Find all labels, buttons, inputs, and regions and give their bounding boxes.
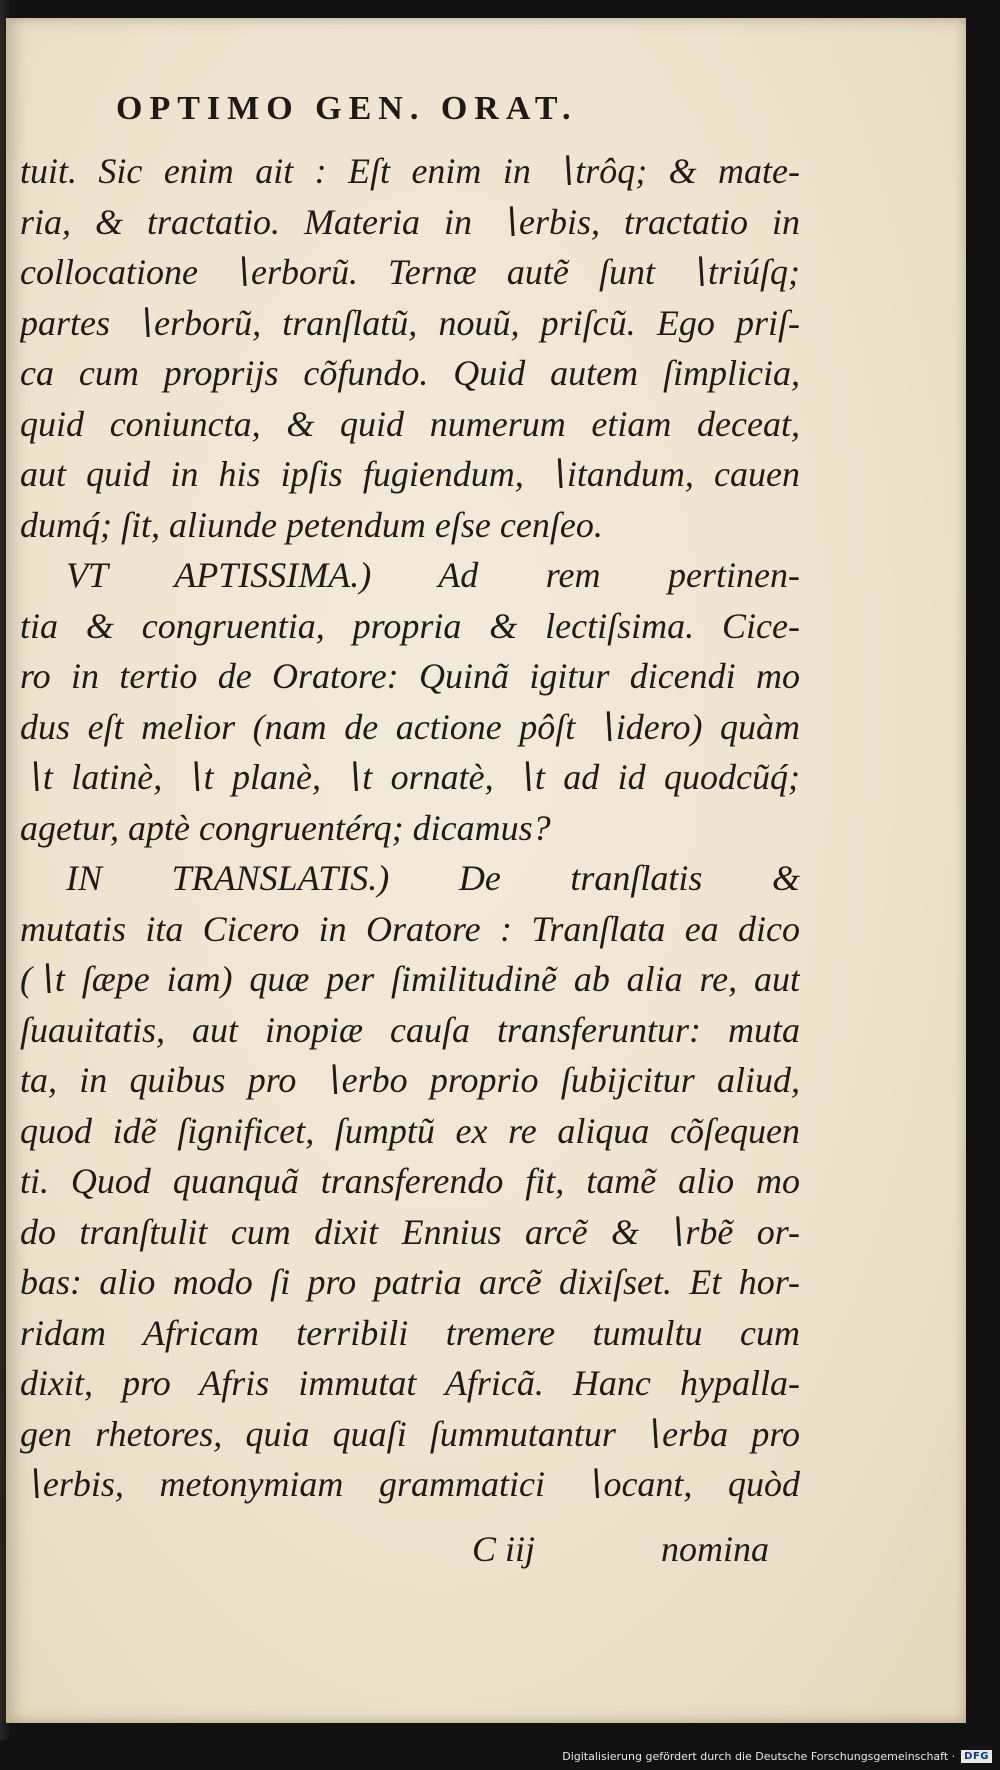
section-heading-line: VT APTISSIMA.) Ad rem pertinen-	[66, 555, 800, 595]
text-line: dixit, pro Afris immutat Africã. Hanc hypalla-	[20, 1363, 800, 1403]
text-line: bas: alio modo ſi pro patria arcẽ dixiſset. Et hor-	[20, 1262, 800, 1302]
text-line: partes ∖erborũ, tranſlatũ, nouũ, priſcũ. Ego priſ-	[20, 302, 800, 343]
text-line: ria, & tractatio. Materia in ∖erbis, tractatio in	[20, 201, 800, 242]
text-line: agetur, aptè congruentérq; dicamus?	[20, 807, 551, 848]
text-line: dumq́; ſit, aliunde petendum eſse cenſeo.	[20, 504, 603, 545]
text-line: ta, in quibus pro ∖erbo proprio ſubijcitur aliud,	[20, 1060, 800, 1100]
text-line: tia & congruentia, propria & lectiſsima. Cice-	[20, 605, 800, 646]
text-line: quid coniuncta, & quid numerum etiam deceat,	[20, 403, 800, 444]
body-text	[20, 146, 800, 1510]
digitization-credit	[562, 1746, 992, 1766]
text-line: ∖erbis, metonymiam grammatici ∖ocant, quòd	[20, 1464, 800, 1504]
text-line: ca cum proprijs cõfundo. Quid autem ſimplicia,	[20, 353, 800, 393]
text-line: collocatione ∖erborũ. Ternæ autẽ ſunt ∖triúſq;	[20, 252, 800, 292]
running-head: OPTIMO GEN. ORAT.	[116, 90, 578, 127]
text-line: gen rhetores, quia quaſi ſummutantur ∖erba pro	[20, 1413, 800, 1454]
text-line: aut quid in his ipſis fugiendum, ∖itandum, cauen	[20, 454, 800, 494]
text-line: ridam Africam terribili tremere tumultu cum	[20, 1312, 800, 1353]
section-heading-line: IN TRANSLATIS.) De tranſlatis &	[66, 858, 800, 898]
text-line: ſuauitatis, aut inopiæ cauſa transferuntur: muta	[20, 1009, 800, 1050]
text-line: ro in tertio de Oratore: Quinã igitur dicendi mo	[20, 656, 800, 696]
text-line: tuit. Sic enim ait : Eſt enim in ∖trôq; & mate-	[20, 151, 800, 191]
text-line: do tranſtulit cum dixit Ennius arcẽ & ∖rbẽ or-	[20, 1211, 800, 1252]
text-line: ti. Quod quanquã transferendo fit, tamẽ alio mo	[20, 1161, 800, 1201]
text-line: mutatis ita Cicero in Oratore : Tranſlata ea dico	[20, 908, 800, 949]
text-line: quod idẽ ſignificet, ſumptũ ex re aliqua cõſequen	[20, 1110, 800, 1151]
catchword: nomina	[661, 1529, 769, 1569]
text-line: dus eſt melior (nam de actione pôſt ∖idero) quàm	[20, 706, 800, 747]
signature-mark: C iij	[472, 1529, 536, 1569]
credit-text: Digitalisierung gefördert durch die Deutsche Forschungsgemeinschaft ·	[562, 1749, 956, 1763]
dfg-logo-icon: DFG	[961, 1750, 992, 1763]
text-line: ∖t latinè, ∖t planè, ∖t ornatè, ∖t ad id quodcũq́;	[20, 757, 800, 797]
book-page	[6, 18, 966, 1723]
text-line: (∖t ſæpe iam) quæ per ſimilitudinẽ ab alia re, aut	[20, 959, 800, 999]
